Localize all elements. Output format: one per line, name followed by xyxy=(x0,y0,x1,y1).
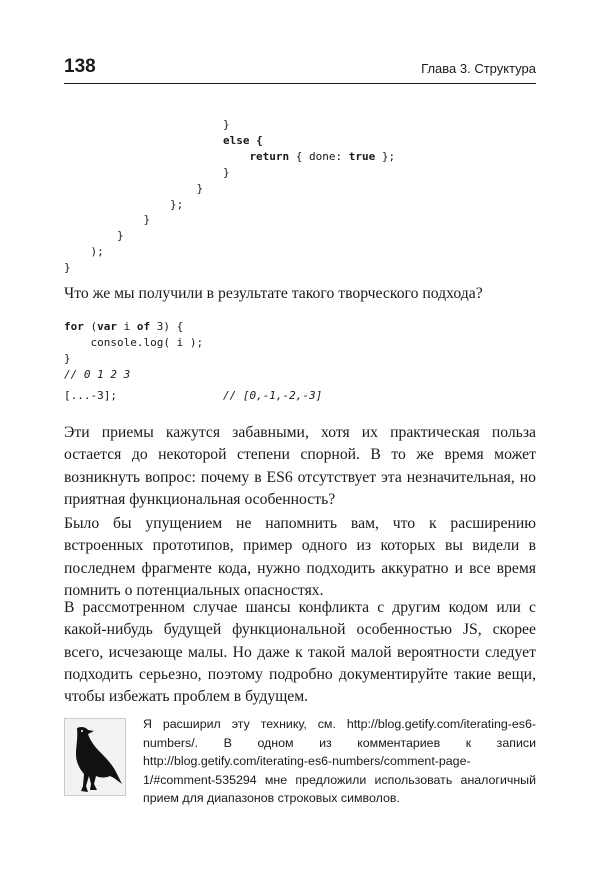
code-comment: // 0 1 2 3 xyxy=(64,367,131,381)
paragraph: Эти приемы кажутся забавными, хотя их практическая польза остается до некоторой степени спорной. В то же время может возникнуть вопрос: почему в ES6 отсутствует эта незначительная, но приятная функциональная особенность? xyxy=(64,424,536,508)
code-line: console.log( i ); xyxy=(90,335,204,349)
code-line: }; xyxy=(169,197,184,211)
crow-icon xyxy=(64,718,126,796)
code-line: } xyxy=(64,351,71,365)
page-number: 138 xyxy=(64,56,96,77)
code-line: } xyxy=(116,229,124,243)
code-line: [...-3]; xyxy=(64,389,117,402)
code-block-for-of xyxy=(64,319,203,383)
code-block-generator-end xyxy=(64,117,395,276)
code-comment: // [0,-1,-2,-3] xyxy=(222,389,323,402)
running-head: Глава 3. Структура xyxy=(421,61,536,76)
code-block-spread xyxy=(64,388,322,404)
code-line: } xyxy=(222,165,230,179)
paragraph: Было бы упущением не напомнить вам, что к расширению встроенных прототипов, пример одного из которых вы видели в последнем фрагменте кода, нужно подходить аккуратно и все время помнить о потенциальных опасностях. xyxy=(64,515,536,599)
code-line: } xyxy=(196,181,204,195)
paragraph: В рассмотренном случае шансы конфликта с другим кодом или с какой-нибудь будущей функциональной особенностью JS, скорее всего, исчезающе малы. Но даже к такой малой вероятности следует подходить серьезно, поэтому подробно документируйте такие вещи, чтобы избежать проблем в будущем. xyxy=(64,599,536,706)
paragraph-intro: Что же мы получили в результате такого творческого подхода? xyxy=(64,285,483,302)
code-line: ); xyxy=(90,245,104,259)
code-line: } xyxy=(64,261,71,275)
code-line: } xyxy=(222,118,230,131)
code-line: for (var i of 3) { xyxy=(64,320,184,333)
header-rule xyxy=(64,83,536,84)
code-line: } xyxy=(143,213,151,227)
note-text: Я расширил эту технику, см. http://blog.getify.com/iterating-es6-numbers/. В одном из комментариев к записи http://blog.getify.com/iterating-es6-numbers/comment-page-1/#comment-535294 мне предложили использовать аналогичный прием для диапазонов строковых символов. xyxy=(143,717,536,805)
code-line: return { done: true }; xyxy=(249,149,396,163)
code-line: else { xyxy=(222,133,263,147)
